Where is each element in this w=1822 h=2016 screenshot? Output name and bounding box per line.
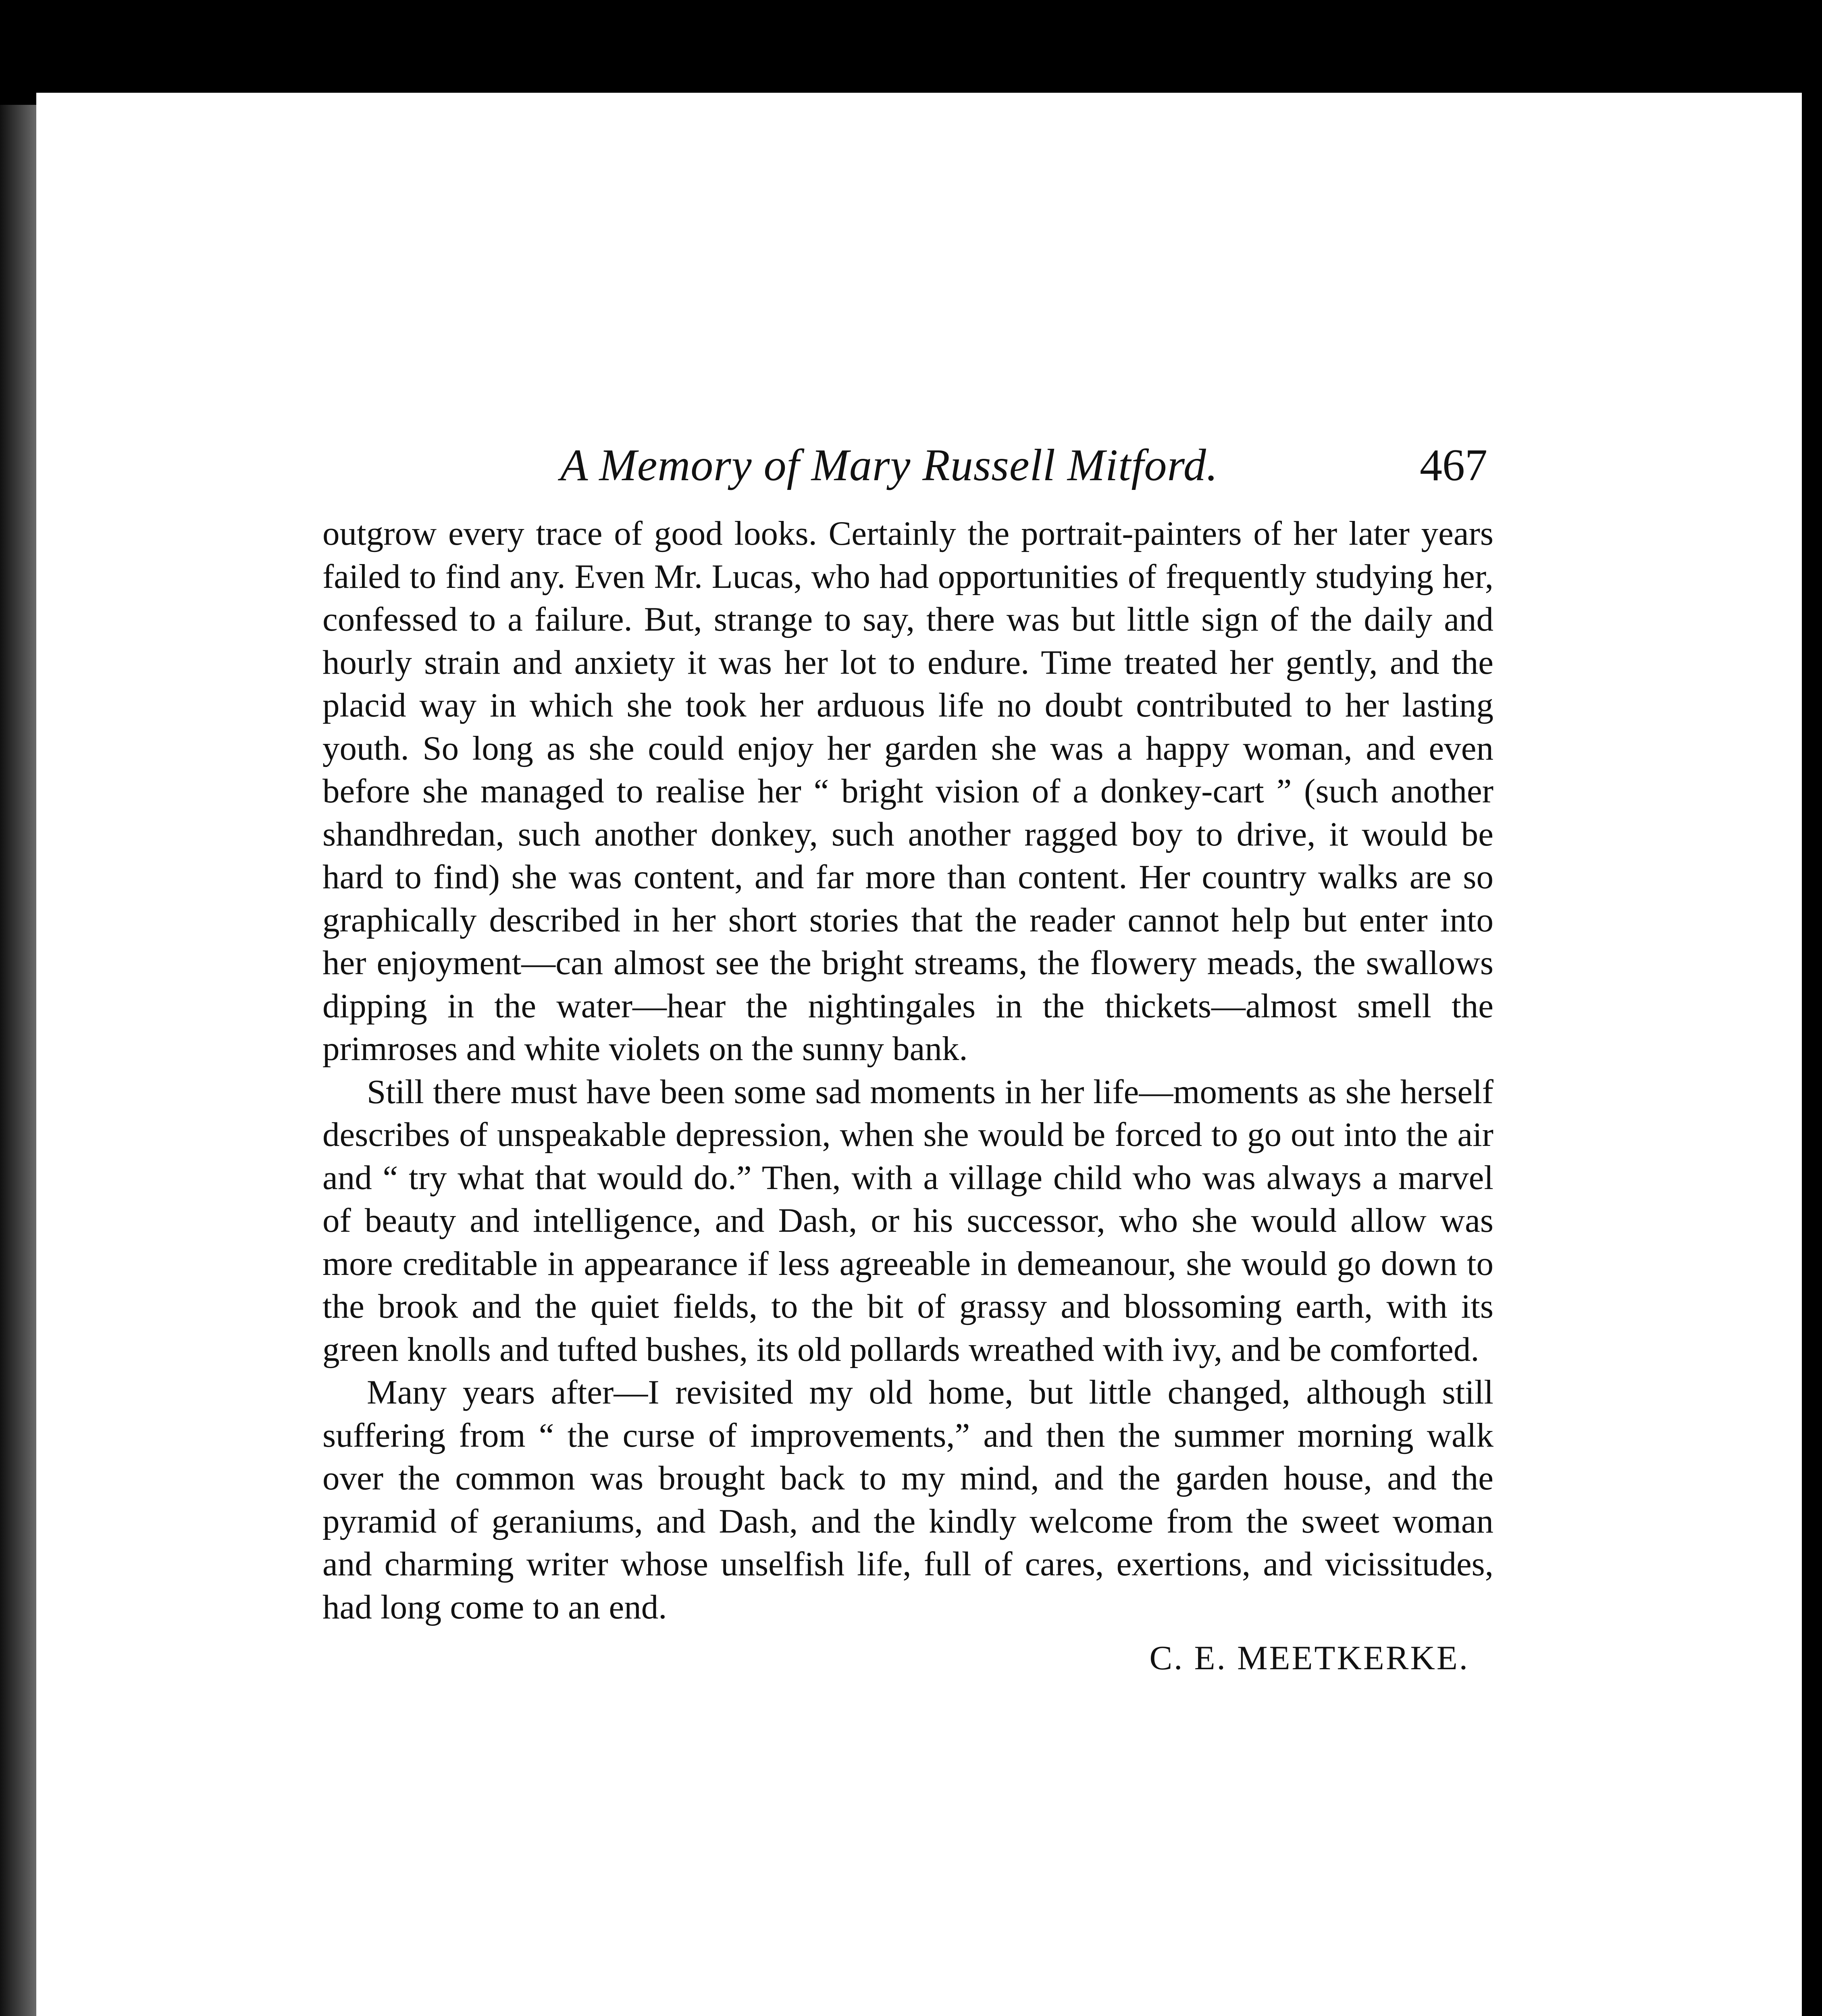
paragraph-2: Still there must have been some sad moments in her life—moments as she herself describes of unspeakable depression, when she would be forced to go out into the air and “ try what that would do.” Then, with a village child who was always a marvel of beauty and intelligence, and Dash, or his successor, who she would allow was more creditable in appearance if less agreeable in demeanour, she would go down to the brook and the quiet fields, to the bit of grassy and blossoming earth, with its green knolls and tufted bushes, its old pollards wreathed with ivy, and be comforted. (322, 1073, 1493, 1368)
book-spine-shadow (0, 105, 36, 2016)
paragraph-3: Many years after—I revisited my old home, but little changed, although still suffering from “ the curse of improvements,” and then the summer morning walk over the common was brought back to my mind, and the garden house, and the pyramid of geraniums, and Dash, and the kindly welcome from the sweet woman and charming writer whose unselfish life, full of cares, exertions, and vicissitudes, had long come to an end. (322, 1373, 1493, 1626)
page-header (318, 439, 1487, 500)
page-number: 467 (1420, 440, 1487, 490)
article-body (322, 512, 1493, 1680)
running-title: A Memory of Mary Russell Mitford. (560, 440, 1218, 490)
author-signature: C. E. MEETKERKE. (1149, 1639, 1469, 1677)
paragraph-1: outgrow every trace of good looks. Certainly the portrait-painters of her later years failed to find any. Even Mr. Lucas, who had opportunities of frequently studying her, confessed to a failure. But, strange to say, there was but little sign of the daily and hourly strain and anxiety it was her lot to endure. Time treated her gently, and the placid way in which she took her arduous life no doubt contributed to her lasting youth. So long as she could enjoy her garden she was a happy woman, and even before she managed to realise her “ bright vision of a donkey-cart ” (such another shandhredan, such another donkey, such another ragged boy to drive, it would be hard to find) she was content, and far more than content. Her country walks are so graphically described in her short stories that the reader cannot help but enter into her enjoyment—can almost see the bright streams, the flowery meads, the swallows dipping in the water—hear the nightingales in the thickets—almost smell the primroses and white violets on the sunny bank. (322, 514, 1493, 1068)
book-page (36, 93, 1802, 2016)
